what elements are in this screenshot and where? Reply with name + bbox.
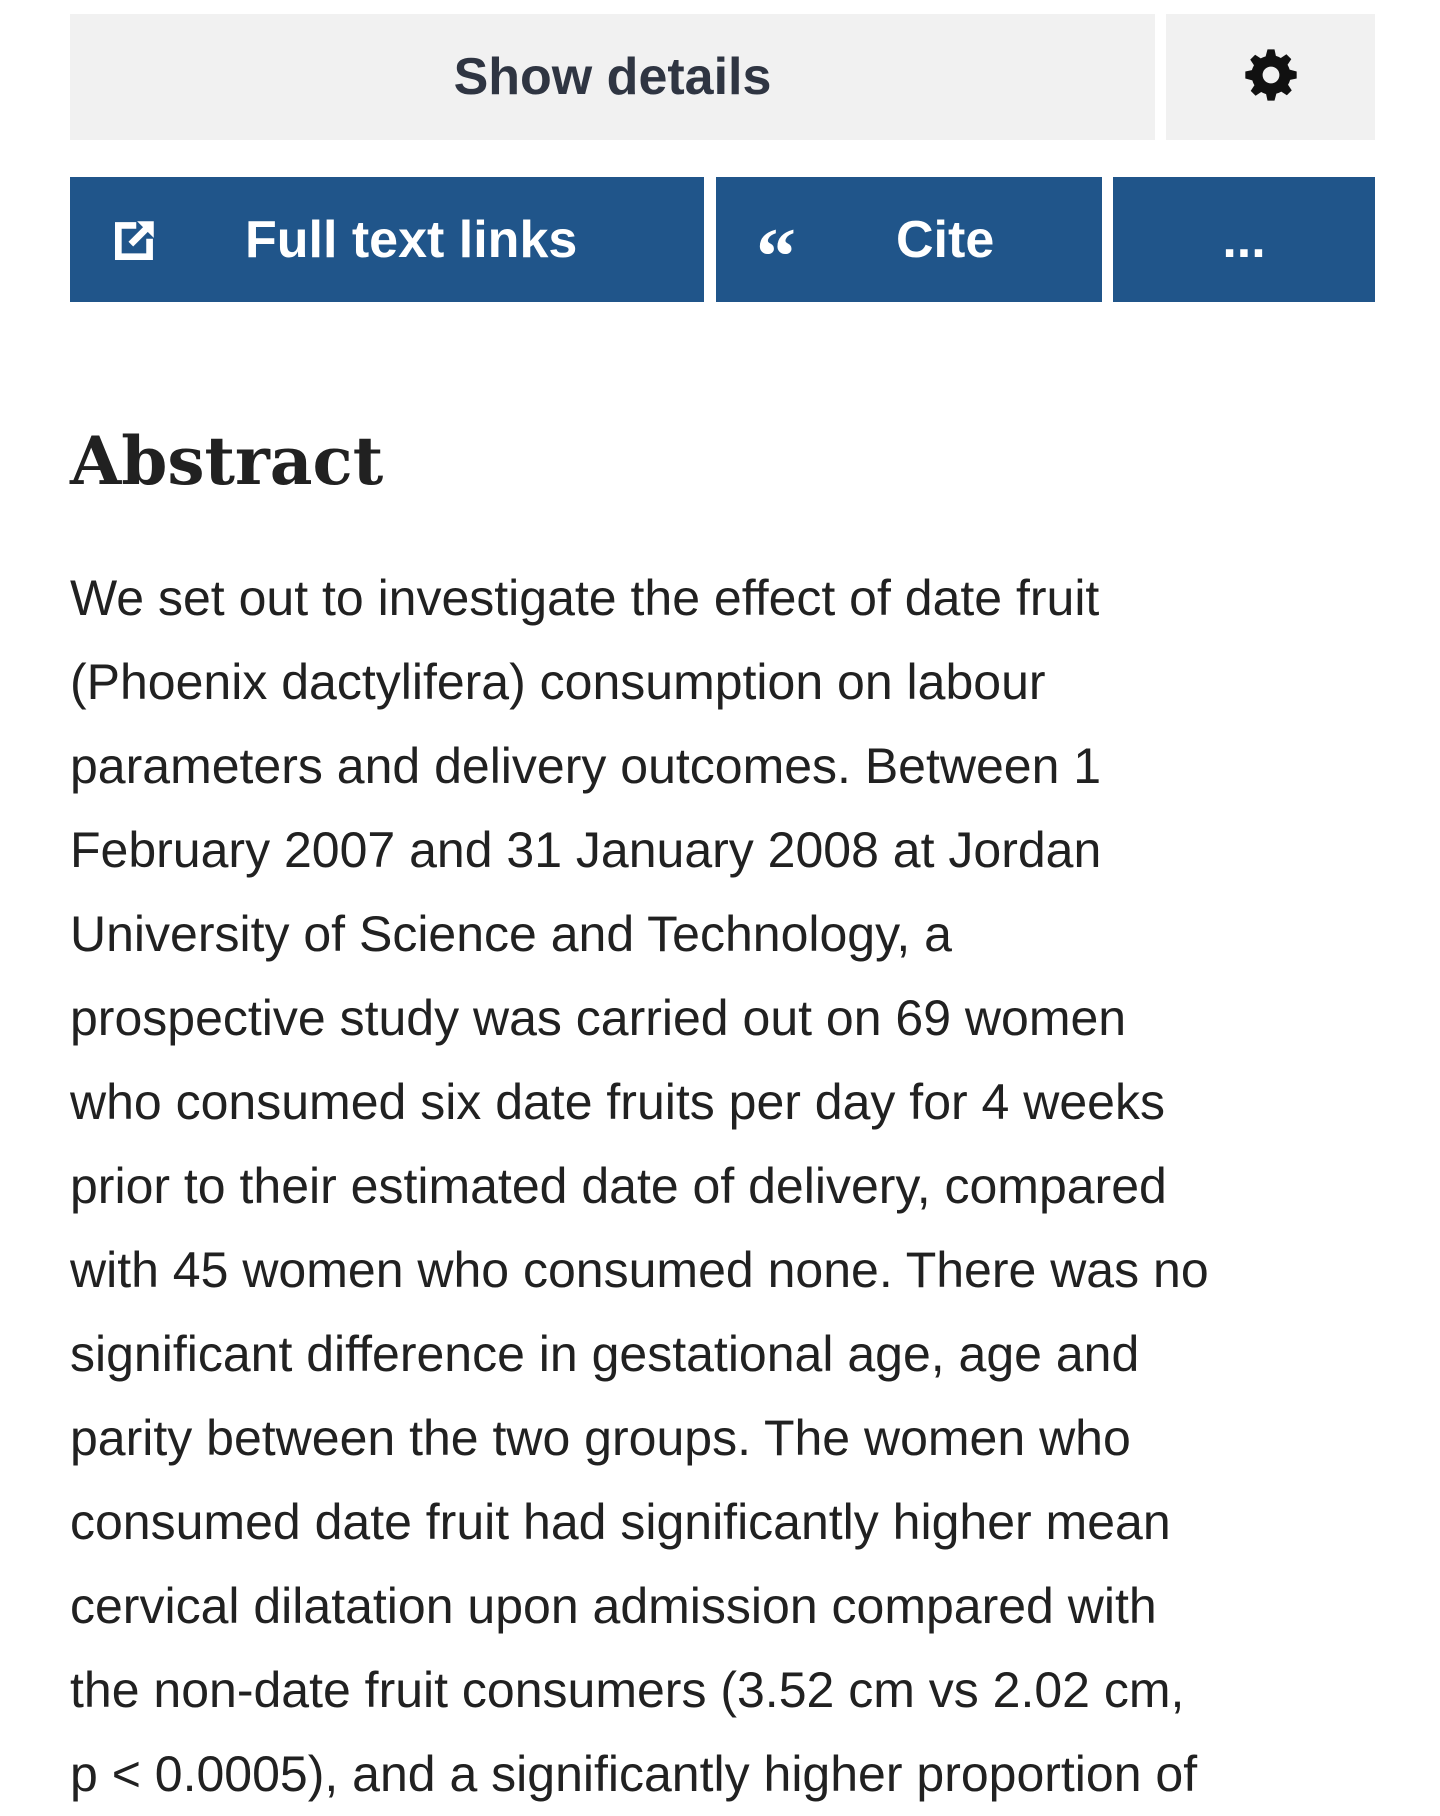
more-actions-label: ... <box>1222 210 1266 269</box>
abstract-line: with 45 women who consumed none. There was no <box>70 1242 1209 1298</box>
abstract-line: University of Science and Technology, a <box>70 906 952 962</box>
abstract-heading: Abstract <box>70 422 384 500</box>
abstract-line: We set out to investigate the effect of date fruit <box>70 570 1100 626</box>
more-actions-button[interactable] <box>1113 177 1375 302</box>
external-link-icon <box>110 215 160 265</box>
top-controls <box>70 14 1375 140</box>
abstract-line: prior to their estimated date of delivery, compared <box>70 1158 1167 1214</box>
gear-icon <box>1243 47 1299 108</box>
abstract-line: who consumed six date fruits per day for 4 weeks <box>70 1074 1165 1130</box>
abstract-line: consumed date fruit had significantly higher mean <box>70 1494 1171 1550</box>
abstract-line: parity between the two groups. The women who <box>70 1410 1131 1466</box>
quote-icon: “ <box>756 213 796 302</box>
abstract-line: February 2007 and 31 January 2008 at Jordan <box>70 822 1102 878</box>
abstract-line: prospective study was carried out on 69 women <box>70 990 1127 1046</box>
article-actions <box>70 177 1375 302</box>
abstract-line: (Phoenix dactylifera) consumption on labour <box>70 654 1046 710</box>
show-details-button[interactable]: Show details <box>70 14 1155 140</box>
full-text-links-button[interactable] <box>70 177 704 302</box>
abstract-text <box>70 556 1390 1816</box>
abstract-line: cervical dilatation upon admission compared with <box>70 1578 1157 1634</box>
cite-label: Cite <box>896 210 995 269</box>
cite-button[interactable] <box>716 177 1102 302</box>
abstract-line: parameters and delivery outcomes. Between 1 <box>70 738 1102 794</box>
full-text-links-label: Full text links <box>245 210 578 269</box>
abstract-line: p < 0.0005), and a significantly higher proportion of <box>70 1746 1198 1802</box>
settings-button[interactable] <box>1166 14 1375 140</box>
abstract-line: significant difference in gestational age, age and <box>70 1326 1140 1382</box>
abstract-line: the non-date fruit consumers (3.52 cm vs 2.02 cm, <box>70 1662 1185 1718</box>
